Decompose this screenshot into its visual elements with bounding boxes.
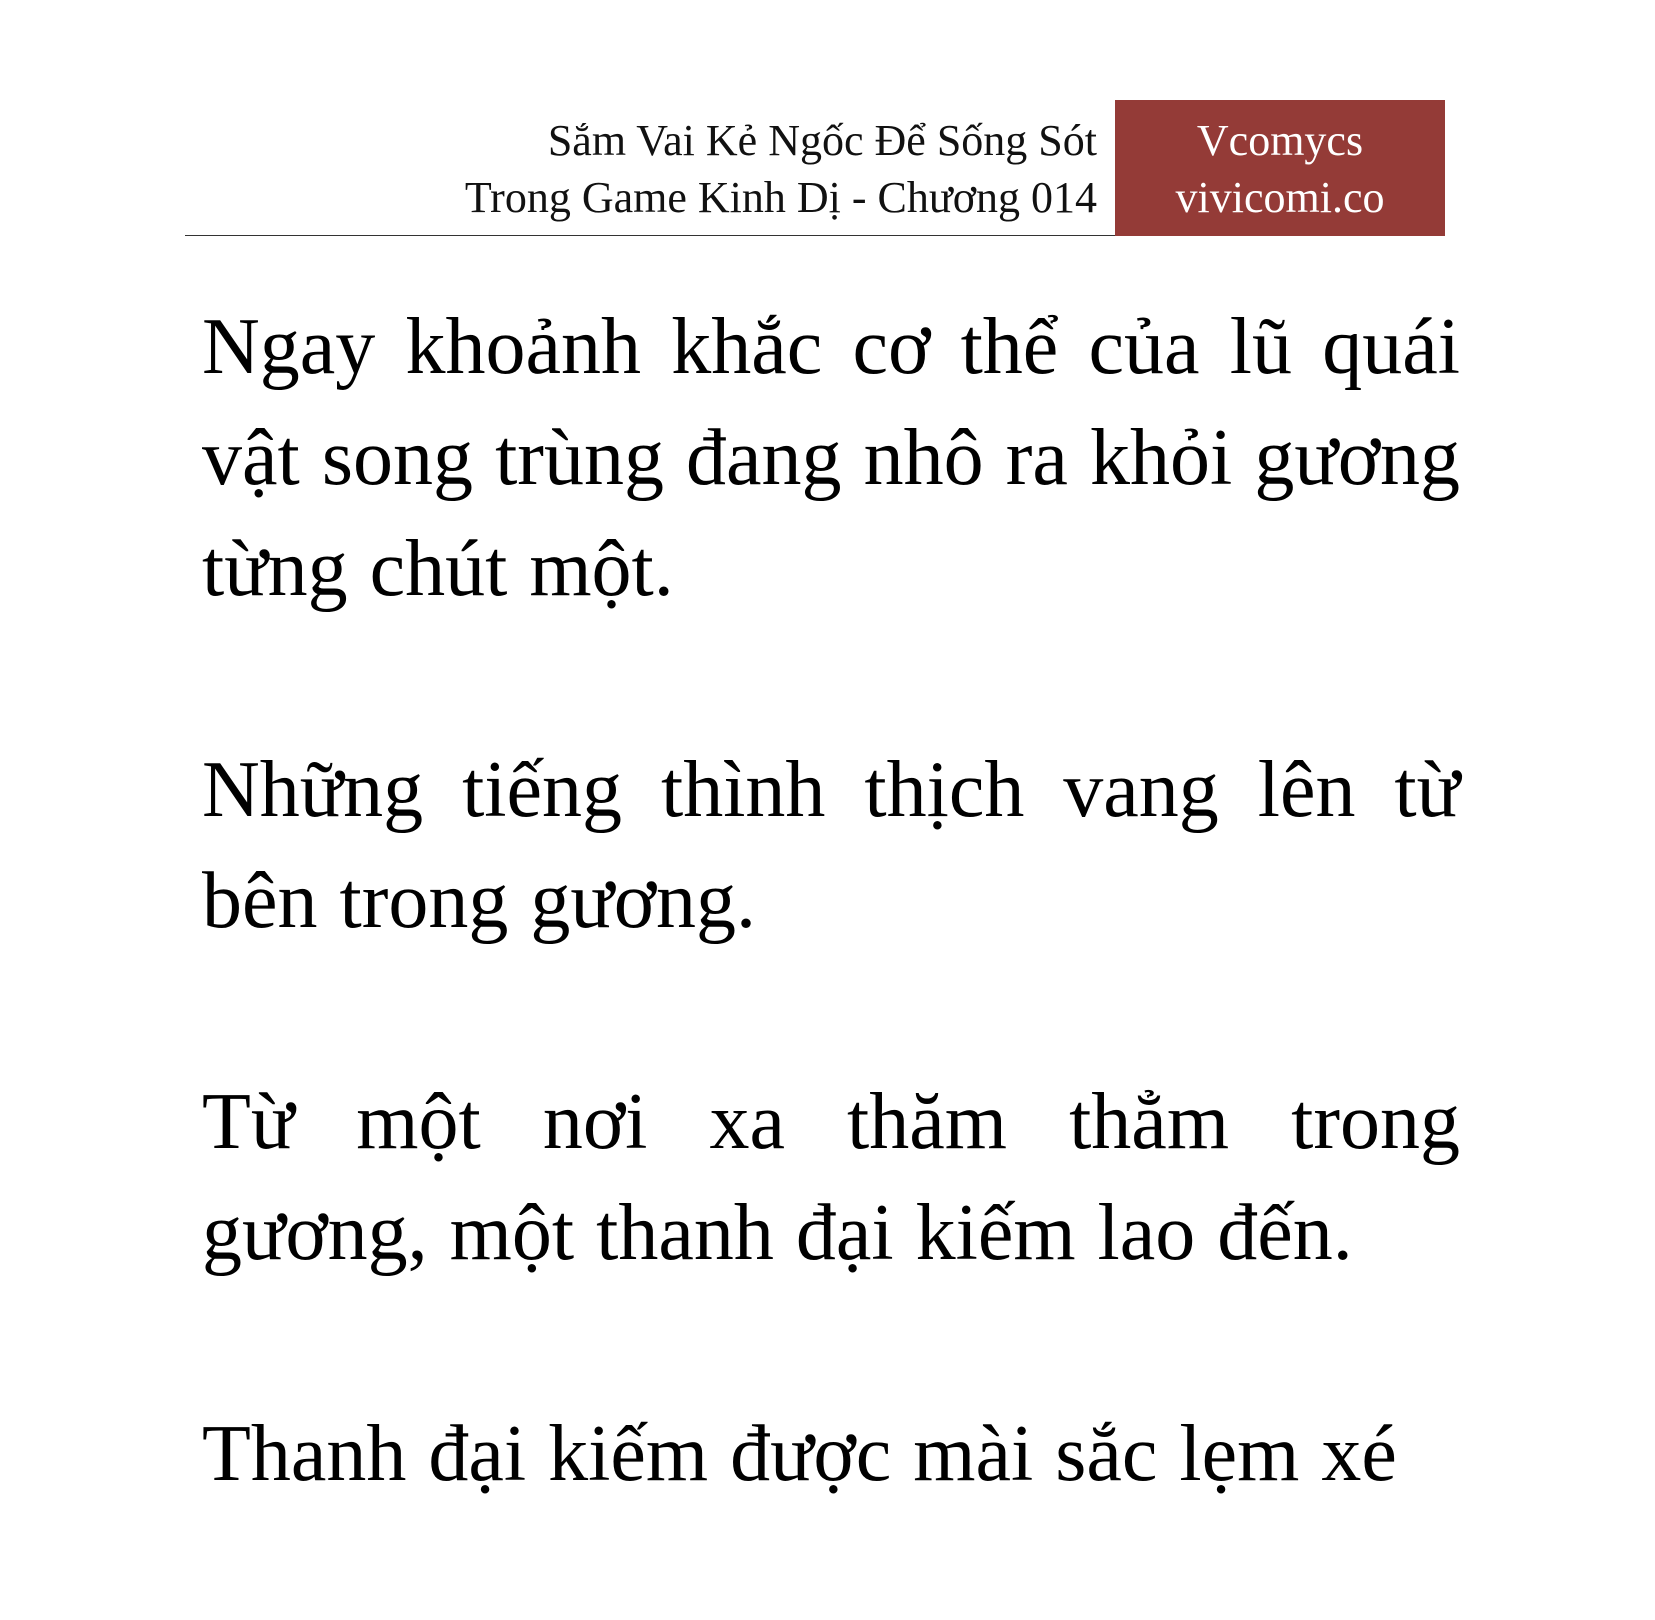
header-divider (185, 235, 1115, 236)
chapter-body (202, 292, 1460, 1620)
chapter-title (185, 112, 1097, 226)
publisher-site: vivicomi.co (1175, 173, 1385, 222)
publisher-badge (1115, 100, 1445, 236)
publisher-name: Vcomycs (1196, 116, 1364, 165)
paragraph: Ngay khoảnh khắc cơ thể của lũ quái vật song trùng đang nhô ra khỏi gương từng chút một. (202, 303, 1460, 613)
paragraph: Thanh đại kiếm được mài sắc lẹm xé (202, 1410, 1397, 1498)
paragraph: Những tiếng thình thịch vang lên từ bên trong gương. (202, 746, 1460, 945)
chapter-title-line-2: Trong Game Kinh Dị - Chương 014 (464, 173, 1097, 222)
paragraph: Từ một nơi xa thăm thẳm trong gương, một thanh đại kiếm lao đến. (202, 1078, 1460, 1277)
page-header (185, 100, 1445, 236)
chapter-title-line-1: Sắm Vai Kẻ Ngốc Để Sống Sót (547, 116, 1097, 165)
